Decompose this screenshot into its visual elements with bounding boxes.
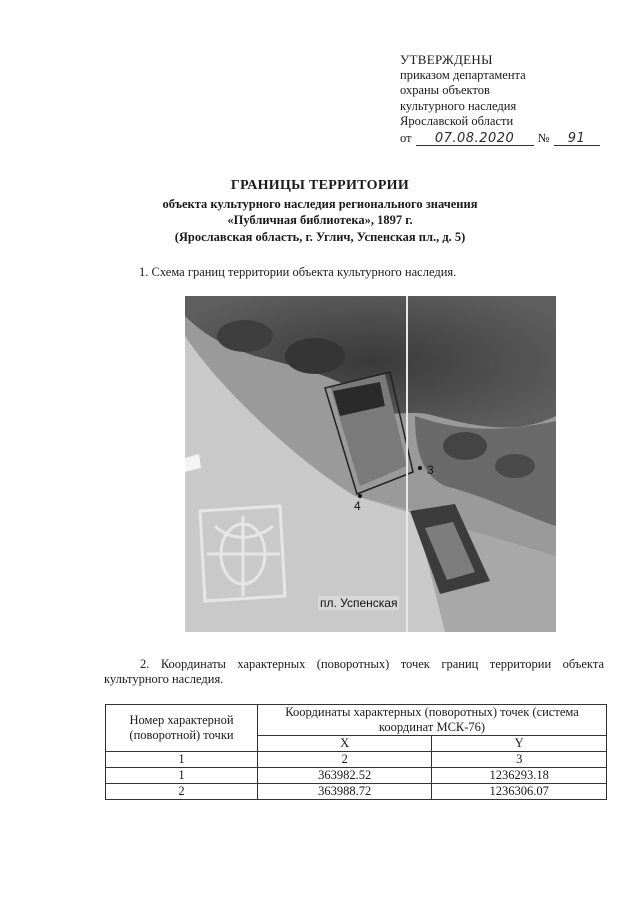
- point-label: 3: [427, 463, 434, 477]
- approval-line: Ярославской области: [400, 114, 514, 128]
- table-index-row: [106, 752, 607, 768]
- table-cell: 3: [432, 752, 607, 768]
- handwritten-number: 91: [554, 132, 600, 146]
- approval-heading: УТВЕРЖДЕНЫ: [400, 52, 493, 67]
- section-1-heading: 1. Схема границ территории объекта культурного наследия.: [139, 265, 457, 279]
- title-line-object: объекта культурного наследия регионального значения: [162, 197, 478, 211]
- aerial-photo: [185, 296, 556, 632]
- table-row: [106, 784, 607, 800]
- header-y: Y: [432, 736, 607, 752]
- handwritten-date: 07.08.2020: [416, 132, 534, 146]
- section-2-text: 2. Координаты характерных (поворотных) точек границ территории объекта культурного наследия.: [104, 657, 604, 686]
- table-cell: 2: [258, 752, 432, 768]
- table-cell: 2: [106, 784, 258, 800]
- section-2-heading: [104, 657, 604, 687]
- table-cell: 1: [106, 768, 258, 784]
- boundary-map: [185, 296, 556, 632]
- approval-line: охраны объектов: [400, 83, 490, 97]
- header-point-number: Номер характерной (поворотной) точки: [106, 705, 258, 752]
- document-title: ГРАНИЦЫ ТЕРРИТОРИИ: [230, 178, 410, 193]
- table-header-row: [106, 705, 607, 736]
- coordinates-table: [105, 704, 607, 800]
- table-cell: 363982.52: [258, 768, 432, 784]
- square-label: пл. Успенская: [320, 596, 398, 610]
- table-cell: 1236293.18: [432, 768, 607, 784]
- header-coordinates: Координаты характерных (поворотных) точек (система координат МСК-76): [258, 705, 607, 736]
- approval-date-row: [400, 131, 600, 147]
- title-line-name: «Публичная библиотека», 1897 г.: [227, 213, 413, 227]
- table-cell: 1: [106, 752, 258, 768]
- point-label: 4: [354, 499, 361, 513]
- table-cell: 1236306.07: [432, 784, 607, 800]
- date-prefix: от: [400, 130, 412, 145]
- approval-line: приказом департамента: [400, 67, 526, 82]
- approval-block: [400, 52, 600, 146]
- header-x: X: [258, 736, 432, 752]
- number-sign: №: [537, 130, 550, 145]
- approval-line: культурного наследия: [400, 98, 517, 113]
- table-row: [106, 768, 607, 784]
- table-cell: 363988.72: [258, 784, 432, 800]
- title-line-address: (Ярославская область, г. Углич, Успенская пл., д. 5): [174, 230, 466, 244]
